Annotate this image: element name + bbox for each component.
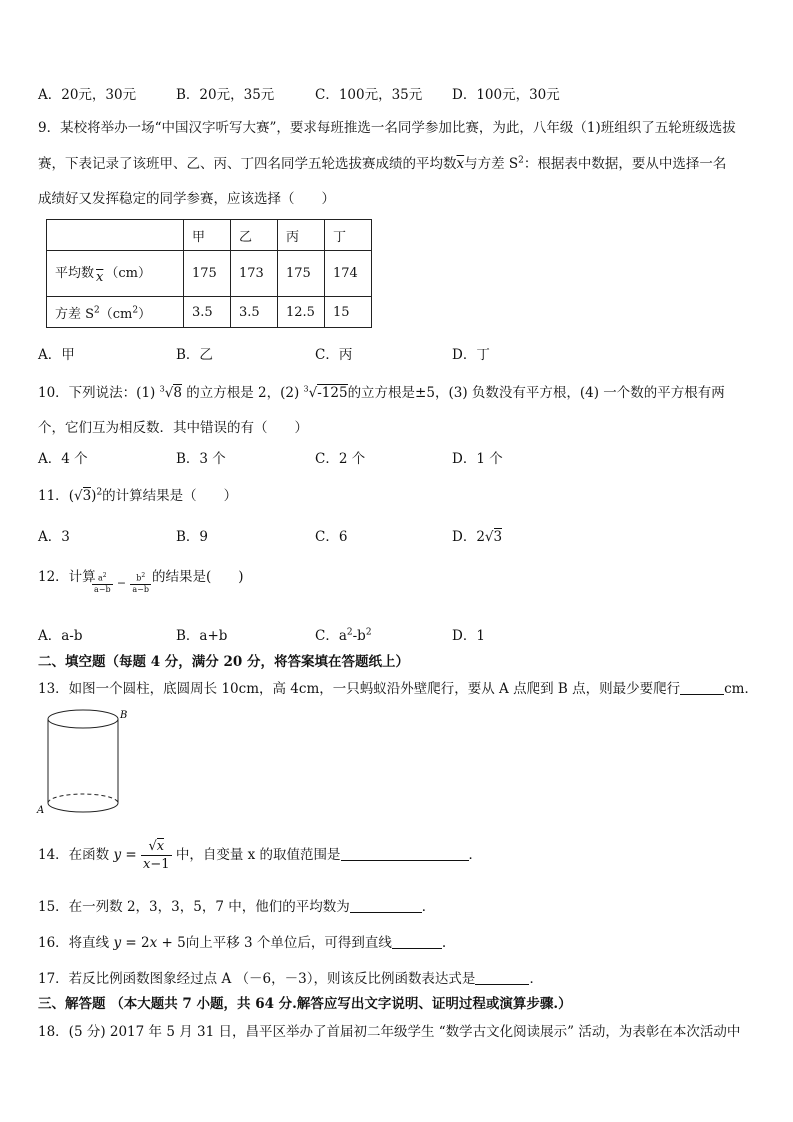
cylinder-bottom-back [48,794,118,803]
q8-option-a: A．20元，30元 [38,87,137,103]
q11-option-d: D．2√3 [452,529,503,545]
q14-fraction: $\frac{√x}{x-1}$ [143,839,170,872]
answer-blank[interactable] [341,846,469,861]
q12-option-d: D．1 [452,628,485,644]
table-row-label: 平均数 $\overline{x}$ （cm） [47,251,184,297]
q9-option-a: A．甲 [38,347,75,363]
answer-blank[interactable] [475,970,529,985]
table-row [47,220,372,251]
q11-line: 11．$(√3)^2$的计算结果是（ ） [38,487,238,504]
q10-option-d: D．1 个 [452,451,503,467]
q10-option-c: C．2 个 [315,451,366,467]
q9-line-2b: 与方差 S [464,156,519,172]
table-cell: 12.5 [278,297,325,328]
q8-option-d: D．100元，30元 [452,87,560,103]
q12-option-c: C．$a^2-b^2$ [315,627,372,644]
q9-table [46,219,372,328]
q9-line-2a: 赛，下表记录了该班甲、乙、丙、丁四名同学五轮选拔赛成绩的平均数 [38,156,457,172]
q9-option-c: C．丙 [315,347,353,363]
q9-line-2: 赛，下表记录了该班甲、乙、丙、丁四名同学五轮选拔赛成绩的平均数$\overline{x}$与方差 $S^2$：根据表中数据，要从中选择一名 [38,155,727,172]
q13-line: 13．如图一个圆柱，底圆周长 10cm，高 4cm，一只蚂蚁沿外壁爬行，要从 A 点爬到 B 点，则最少要爬行 cm． [38,681,758,697]
q18-line: 18．(5 分) 2017 年 5 月 31 日，昌平区举办了首届初二年级学生 “数学古文化阅读展示” 活动，为表彰在本次活动中 [38,1024,741,1040]
cylinder-bottom-front [48,803,118,812]
table-header: 甲 [184,220,231,251]
q12-option-a: A．a-b [38,628,83,644]
table-cell: 175 [278,251,325,297]
label-a: A [37,805,45,816]
table-cell [47,220,184,251]
q10-options [38,447,738,467]
q8-option-c: C．100元，35元 [315,87,423,103]
q16-line: 16．将直线 y = 2x + 5向上平移 3 个单位后，可得到直线 . [38,935,447,951]
q11-options [38,525,738,545]
q10-line-1: 10．下列说法：(1) $^3$√8 的立方根是 2，(2) $^3$√-125的立方根是±5，(3) 负数没有平方根，(4) 一个数的平方根有两 [38,384,725,401]
q12-options [38,624,738,644]
q14-line: 14．在函数 y = $\frac{√x}{x-1}$ 中，自变量 x 的取值范围是 ． [38,839,483,872]
q12-line: 12．计算 [38,569,96,585]
table-cell: 3.5 [184,297,231,328]
table-header: 乙 [231,220,278,251]
q10-option-b: B．3 个 [176,451,226,467]
table-cell: 15 [325,297,372,328]
section-3-heading: 三、解答题 （本大题共 7 小题，共 64 分.解答应写出文字说明、证明过程或演算步骤.） [38,996,572,1012]
q9-line-2c: ：根据表中数据，要从中选择一名 [523,156,727,172]
answer-blank[interactable] [392,934,442,949]
table-cell: 175 [184,251,231,297]
table-cell: 174 [325,251,372,297]
table-row-label: 方差 $S^2(cm^2)$ [47,297,184,328]
q12-suffix: 的结果是( ) [152,569,244,585]
cube-root-8: $^3$√8 [159,384,182,401]
q9-options [38,343,738,363]
cylinder-figure [36,705,128,817]
label-b: B [120,710,128,721]
mean-x-symbol: $\overline{x}$ [456,156,465,172]
answer-blank[interactable] [350,898,422,913]
table-cell: 3.5 [231,297,278,328]
q8-options [38,83,738,103]
q9-line-3: 成绩好又发挥稳定的同学参赛，应该选择（ ） [38,191,335,207]
q10-option-a: A．4 个 [38,451,88,467]
q15-line: 15．在一列数 2，3，3，5，7 中，他们的平均数为 ． [38,899,436,915]
table-row [47,251,372,297]
q12-option-b: B．a+b [176,628,228,644]
table-cell: 173 [231,251,278,297]
q9-line-1: 9．某校将举办一场“中国汉字听写大赛”，要求每班推选一名同学参加比赛，为此，八年级（1)班组织了五轮班级选拔 [38,120,736,136]
cylinder-top [48,710,118,728]
q11-option-c: C．6 [315,529,348,545]
q12-expression: $\frac{a^2}{a-b}$ − $\frac{b^2}{a-b}$ [94,572,149,594]
table-header: 丙 [278,220,325,251]
q9-option-b: B．乙 [176,347,213,363]
cube-root-neg-125: $^3$√-125 [303,384,348,401]
table-header: 丁 [325,220,372,251]
q9-option-d: D．丁 [452,347,490,363]
q8-option-b: B．20元，35元 [176,87,275,103]
table-row [47,297,372,328]
answer-blank[interactable] [680,680,724,695]
q11-option-a: A．3 [38,529,70,545]
q10-line-2: 个，它们互为相反数．其中错误的有（ ） [38,420,308,436]
q11-option-b: B．9 [176,529,209,545]
q17-line: 17．若反比例函数图象经过点 A （－6，－3），则该反比例函数表达式是 ． [38,971,543,987]
section-2-heading: 二、填空题（每题 4 分，满分 20 分，将答案填在答题纸上） [38,654,409,670]
